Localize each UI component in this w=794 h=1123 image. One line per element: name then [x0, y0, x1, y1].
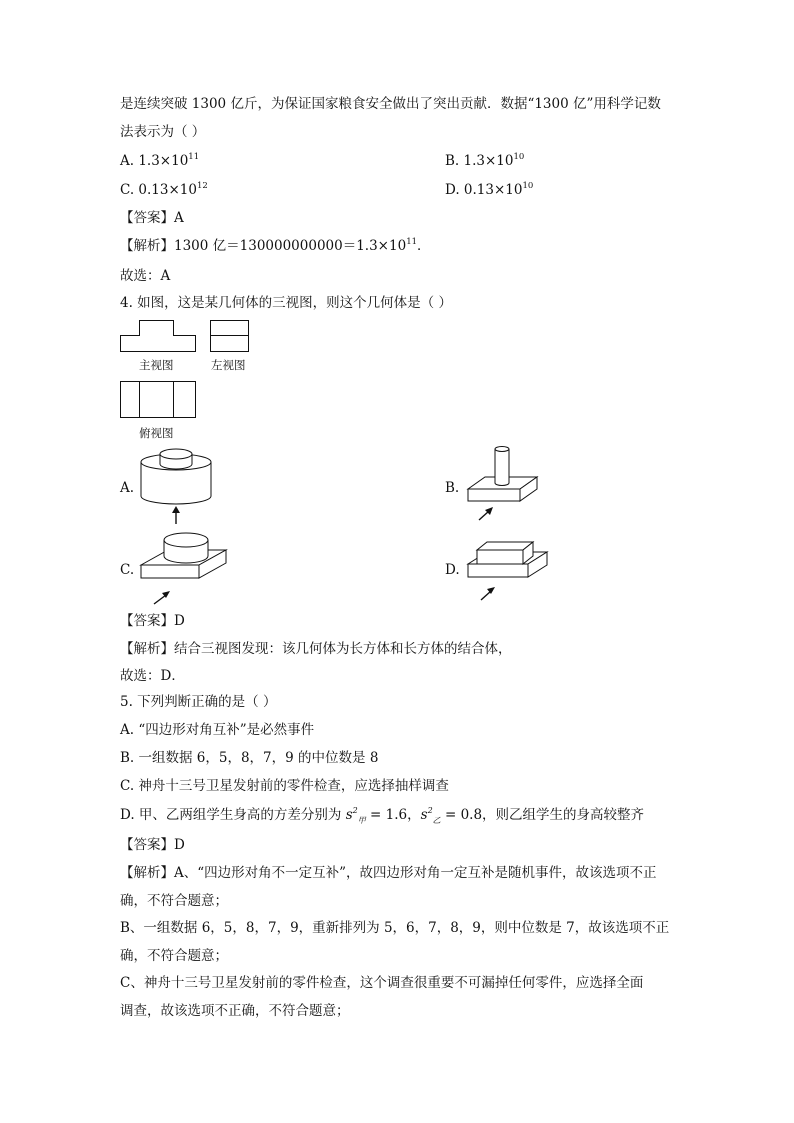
- variance-yi-symbol: s: [420, 807, 428, 823]
- option-d-slab-block-figure: [465, 532, 551, 610]
- q5-option-d-suffix: 则乙组学生的身高较整齐: [495, 807, 645, 823]
- front-view-caption: 主视图: [139, 358, 174, 372]
- variance-jia-sup: 2: [352, 806, 358, 815]
- left-view-figure: [208, 318, 252, 354]
- variance-jia-value: = 1.6，: [365, 807, 421, 823]
- q3-option-a-exp: 11: [188, 152, 200, 162]
- q4-label-b: B.: [445, 480, 460, 496]
- q5-option-b: B. 一组数据 6，5，8，7，9 的中位数是 8: [120, 750, 379, 766]
- q5-option-d: [120, 805, 644, 825]
- q3-option-b-exp: 10: [513, 152, 525, 162]
- q5-analysis-b-line2: 确，不符合题意；: [120, 948, 228, 964]
- q3-option-a: [120, 151, 199, 171]
- top-view-figure: [118, 379, 200, 421]
- q4-conclusion: 故选：D．: [120, 668, 185, 684]
- variance-jia-symbol: s: [345, 807, 353, 823]
- variance-yi-sub: 乙: [432, 816, 441, 825]
- q3-answer: 【答案】A: [120, 210, 184, 226]
- q4-label-d: D.: [445, 562, 460, 578]
- q5-analysis-c-line1: C、神舟十三号卫星发射前的零件检查，这个调查很重要不可漏掉任何零件，应选择全面: [120, 975, 644, 991]
- q3-analysis: [120, 236, 431, 256]
- front-view-figure: [118, 318, 200, 354]
- variance-yi-sup: 2: [427, 806, 433, 815]
- q4-label-a: A.: [120, 480, 135, 496]
- q4-stem: 4. 如图，这是某几何体的三视图，则这个几何体是（ ）: [120, 295, 452, 311]
- q5-analysis-a-line2: 确，不符合题意；: [120, 893, 228, 909]
- q3-option-c-exp: 12: [196, 181, 208, 191]
- q3-analysis-exp: 11: [406, 237, 418, 247]
- q5-option-d-text: D. 甲、乙两组学生身高的方差分别为: [120, 807, 342, 823]
- q5-answer: 【答案】D: [120, 837, 185, 853]
- q4-analysis: 【解析】结合三视图发现：该几何体为长方体和长方体的结合体，: [120, 641, 512, 657]
- q3-analysis-suffix: ．: [417, 238, 431, 254]
- option-b-slab-pillar-figure: [465, 444, 545, 526]
- variance-jia-sub: 甲: [357, 816, 366, 825]
- q5-analysis-b-line1: B、一组数据 6，5，8，7，9，重新排列为 5，6，7，8，9，则中位数是 7，故该选项不正: [120, 920, 670, 936]
- q3-option-a-text: A. 1.3×10: [120, 153, 189, 169]
- q3-analysis-text: 【解析】1300 亿＝130000000000＝1.3×10: [120, 238, 407, 254]
- q3-option-b: [445, 151, 524, 171]
- option-a-cylinders-figure: [138, 446, 218, 528]
- left-view-caption: 左视图: [211, 358, 246, 372]
- q3-line1: 是连续突破 1300 亿斤，为保证国家粮食安全做出了突出贡献．数据“1300 亿”用科学记数: [120, 96, 661, 112]
- q5-option-a: A. “四边形对角互补”是必然事件: [120, 722, 315, 738]
- q3-conclusion: 故选：A: [120, 268, 171, 284]
- q5-stem: 5. 下列判断正确的是（ ）: [120, 694, 277, 710]
- q3-option-b-text: B. 1.3×10: [445, 153, 514, 169]
- q3-option-c: [120, 180, 208, 200]
- q5-analysis-a-line1: 【解析】A、“四边形对角不一定互补”，故四边形对角一定互补是随机事件，故该选项不正: [120, 865, 657, 881]
- variance-yi-value: = 0.8，: [440, 807, 496, 823]
- q3-option-d-exp: 10: [522, 181, 534, 191]
- variance-jia: [346, 807, 366, 823]
- q5-option-c: C. 神舟十三号卫星发射前的零件检查，应选择抽样调查: [120, 778, 449, 794]
- q3-option-d-text: D. 0.13×10: [445, 182, 523, 198]
- option-c-slab-cylinder-figure: [138, 528, 230, 610]
- q5-analysis-c-line2: 调查，故该选项不正确，不符合题意；: [120, 1003, 350, 1019]
- q4-answer: 【答案】D: [120, 613, 185, 629]
- top-view-caption: 俯视图: [139, 426, 174, 440]
- q3-option-c-text: C. 0.13×10: [120, 182, 197, 198]
- q4-label-c: C.: [120, 562, 135, 578]
- q3-option-d: [445, 180, 533, 200]
- variance-yi: [421, 807, 441, 823]
- q3-line2: 法表示为（ ）: [120, 124, 206, 140]
